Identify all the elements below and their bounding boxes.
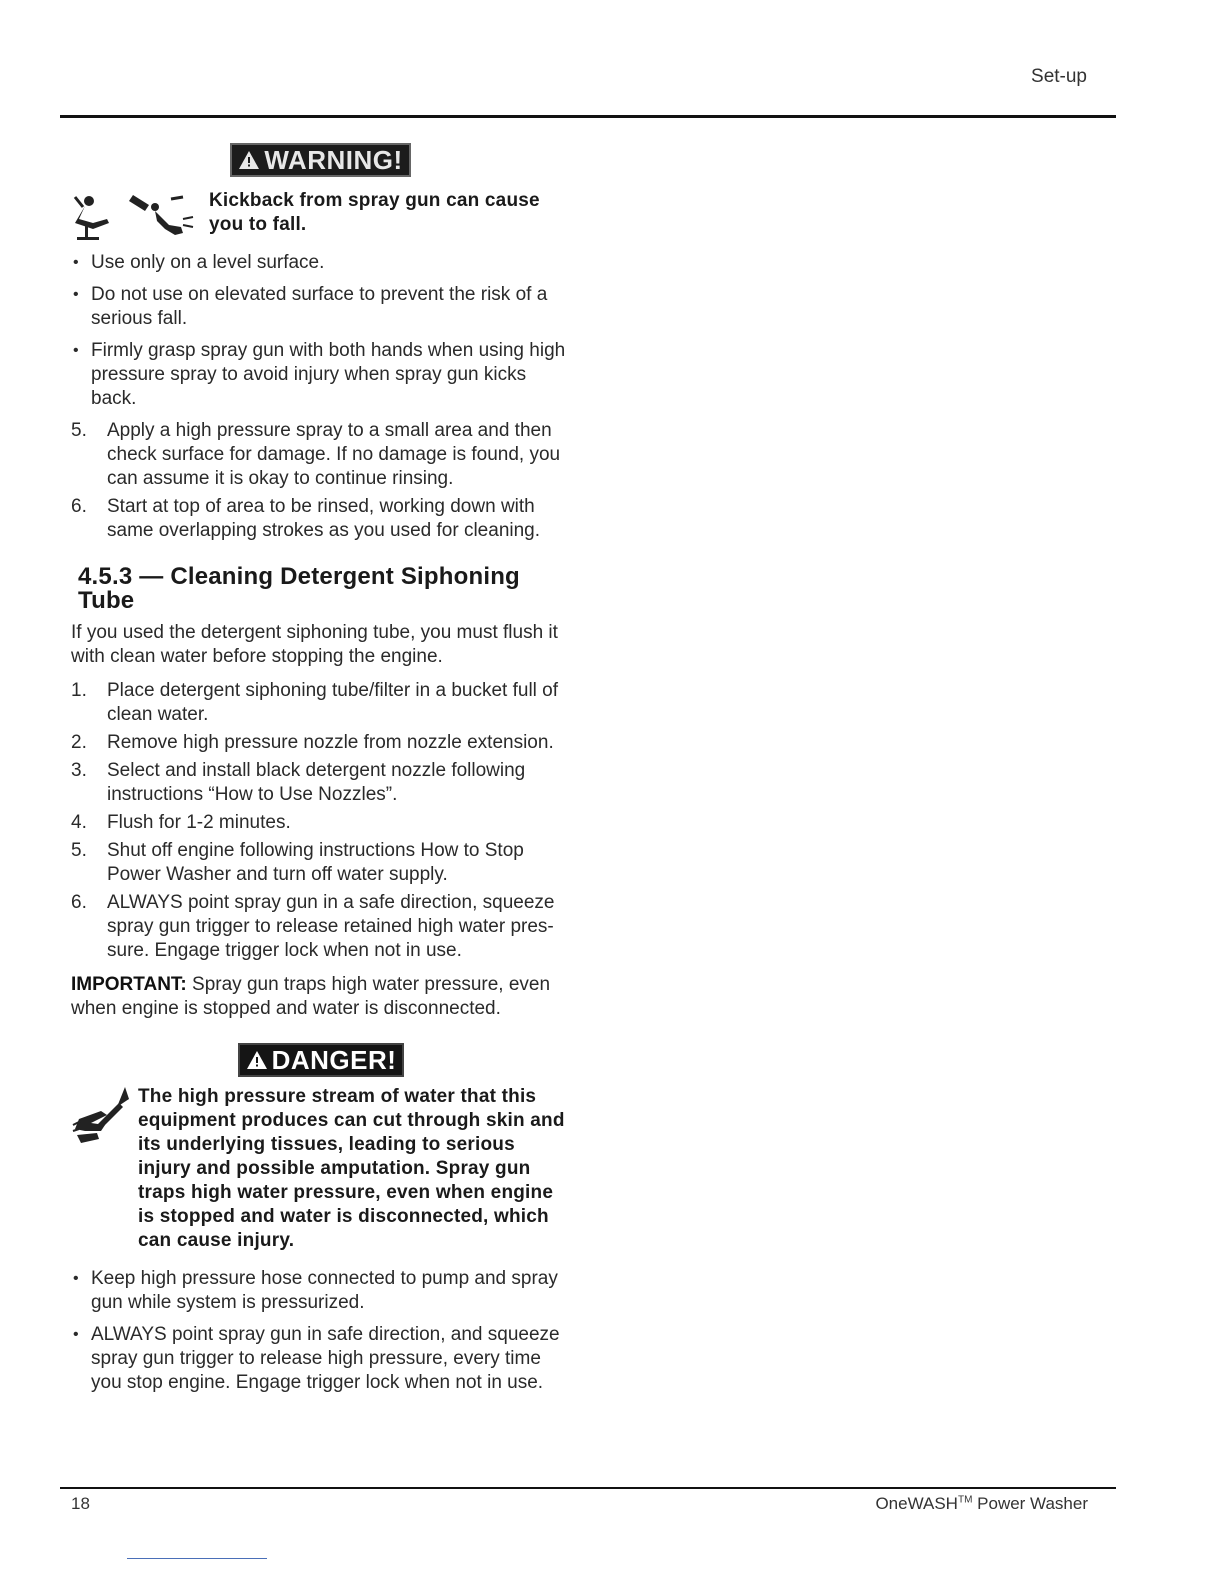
section-heading: 4.5.3 — Cleaning Detergent Siphoning Tube <box>78 563 520 614</box>
section-intro: If you used the detergent siphoning tube, you must flush it with clean water before stopping the engine. <box>71 622 558 667</box>
warning-hazard-text: Kickback from spray gun can cause you to fall. <box>209 190 540 235</box>
warning-bullets <box>71 251 573 411</box>
header-rule <box>60 115 1116 118</box>
step-number: 5. <box>71 420 87 441</box>
trademark-symbol: TM <box>957 1494 973 1506</box>
step-text: Place detergent siphoning tube/filter in a bucket full of clean water. <box>107 680 559 725</box>
main-column <box>71 143 573 1403</box>
list-item <box>71 495 573 543</box>
step-text: Remove high pressure nozzle from nozzle extension. <box>107 732 554 753</box>
list-item: • Keep high pressure hose connected to pump and spray gun while system is pressurized. <box>71 1267 573 1315</box>
important-note <box>71 973 573 1021</box>
warning-triangle-icon <box>246 1050 268 1070</box>
product-suffix: Power Washer <box>972 1494 1088 1513</box>
header-section-label: Set-up <box>1031 66 1087 87</box>
danger-bullets <box>71 1267 573 1395</box>
hand-injection-icon <box>71 1085 133 1151</box>
warning-label-box <box>230 143 410 177</box>
list-item <box>71 679 573 727</box>
step-text: Apply a high pressure spray to a small area and then check surface for damage. If no damage is found, you can assume it is okay to continue rinsing. <box>107 420 561 489</box>
danger-hazard <box>71 1085 573 1253</box>
list-item <box>71 759 573 807</box>
important-label: IMPORTANT: <box>71 974 187 995</box>
warning-signal <box>68 143 573 177</box>
list-item <box>71 839 573 887</box>
warning-label: WARNING! <box>264 145 403 175</box>
page-number: 18 <box>71 1494 90 1513</box>
list-item: • Firmly grasp spray gun with both hands when using high pressure spray to avoid injury when spray gun kicks back. <box>71 339 573 411</box>
list-item: • ALWAYS point spray gun in safe direction, and squeeze spray gun trigger to release high pressure, every time you stop engine. Engage trigger lock when not in use. <box>71 1323 573 1395</box>
step-number: 6. <box>71 892 87 913</box>
product-brand: OneWASH <box>875 1494 958 1513</box>
list-item <box>71 891 573 963</box>
list-item <box>71 811 573 835</box>
step-number: 5. <box>71 840 87 861</box>
cleaning-steps <box>71 679 573 963</box>
product-name <box>875 1494 1088 1514</box>
rinse-steps <box>71 419 573 543</box>
step-number: 2. <box>71 732 87 753</box>
important-text: Spray gun traps high water pressure, even when engine is stopped and water is disconnected. <box>71 974 551 1019</box>
step-text: Flush for 1-2 minutes. <box>107 812 291 833</box>
kickback-fall-icon <box>71 189 203 241</box>
step-text: Shut off engine following instructions How to Stop Power Washer and turn off water supply. <box>107 840 524 885</box>
danger-label: DANGER! <box>271 1045 397 1075</box>
danger-label-box <box>238 1043 405 1077</box>
danger-signal <box>69 1043 573 1077</box>
list-item <box>71 419 573 491</box>
step-number: 6. <box>71 496 87 517</box>
footer-rule <box>60 1487 1116 1489</box>
warning-hazard <box>71 189 573 241</box>
step-text: Start at top of area to be rinsed, working down with same overlapping strokes as you used for cleaning. <box>107 496 541 541</box>
footer-blue-line <box>127 1558 267 1559</box>
step-text: Select and install black detergent nozzle following instructions “How to Use Nozzles”. <box>107 760 526 805</box>
list-item <box>71 731 573 755</box>
danger-hazard-text: The high pressure stream of water that this equipment produces can cut through skin and its underlying tissues, leading to serious injury and possible amputation. Spray gun traps high water pressure, even when engine is stopped and water is disconnected, which can cause injury. <box>138 1086 565 1251</box>
step-text: ALWAYS point spray gun in a safe direction, squeeze spray gun trigger to release retained high water pres-sure. Engage trigger lock when not in use. <box>107 892 555 961</box>
step-number: 1. <box>71 680 87 701</box>
warning-triangle-icon <box>238 150 260 170</box>
list-item: • Do not use on elevated surface to prevent the risk of a serious fall. <box>71 283 573 331</box>
step-number: 4. <box>71 812 87 833</box>
step-number: 3. <box>71 760 87 781</box>
list-item: • Use only on a level surface. <box>71 251 573 275</box>
